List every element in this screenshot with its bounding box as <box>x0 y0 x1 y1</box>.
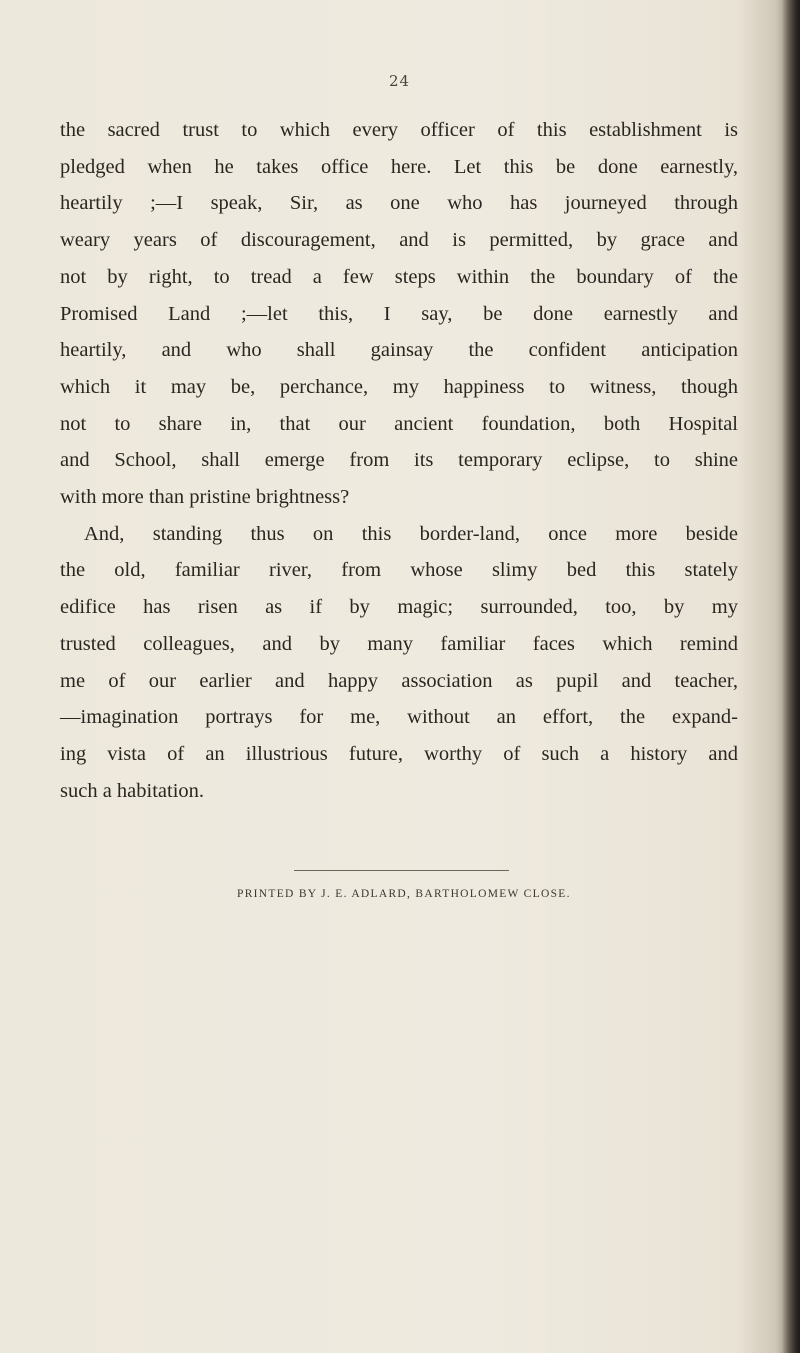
text-line: Promised Land ;—let this, I say, be done earnestly and <box>60 302 738 325</box>
text-line: heartily ;—I speak, Sir, as one who has journeyed through <box>60 192 738 215</box>
paragraph-2 <box>60 516 738 810</box>
text-line: not by right, to tread a few steps within the boundary of the <box>60 265 738 288</box>
page-number: 24 <box>389 72 411 90</box>
text-line: And, standing thus on this border-land, once more beside <box>84 522 738 545</box>
text-line: with more than pristine brightness? <box>60 486 350 509</box>
text-line: —imagination portrays for me, without an effort, the expand- <box>60 706 738 729</box>
text-line: pledged when he takes office here. Let this be done earnestly, <box>60 155 738 178</box>
page-edge-shadow <box>782 0 800 1353</box>
text-line: such a habitation. <box>60 779 205 802</box>
text-line: heartily, and who shall gainsay the confident anticipation <box>60 339 738 362</box>
imprint-rule <box>294 870 509 871</box>
text-line: and School, shall emerge from its temporary eclipse, to shine <box>60 449 738 472</box>
text-line: the old, familiar river, from whose slimy bed this stately <box>60 559 738 582</box>
paragraph-1 <box>60 112 738 516</box>
text-line: edifice has risen as if by magic; surrounded, too, by my <box>60 596 738 619</box>
text-line: weary years of discouragement, and is permitted, by grace and <box>60 229 738 252</box>
text-line: trusted colleagues, and by many familiar faces which remind <box>60 632 738 655</box>
text-line: me of our earlier and happy association as pupil and teacher, <box>60 669 738 692</box>
body-text <box>60 112 738 809</box>
text-line: the sacred trust to which every officer of this establishment is <box>60 119 738 141</box>
text-line: which it may be, perchance, my happiness to witness, though <box>60 375 738 398</box>
text-line: not to share in, that our ancient foundation, both Hospital <box>60 412 738 435</box>
printer-imprint: PRINTED BY J. E. ADLARD, BARTHOLOMEW CLOSE. <box>237 888 571 900</box>
text-line: ing vista of an illustrious future, worthy of such a history and <box>60 742 738 765</box>
